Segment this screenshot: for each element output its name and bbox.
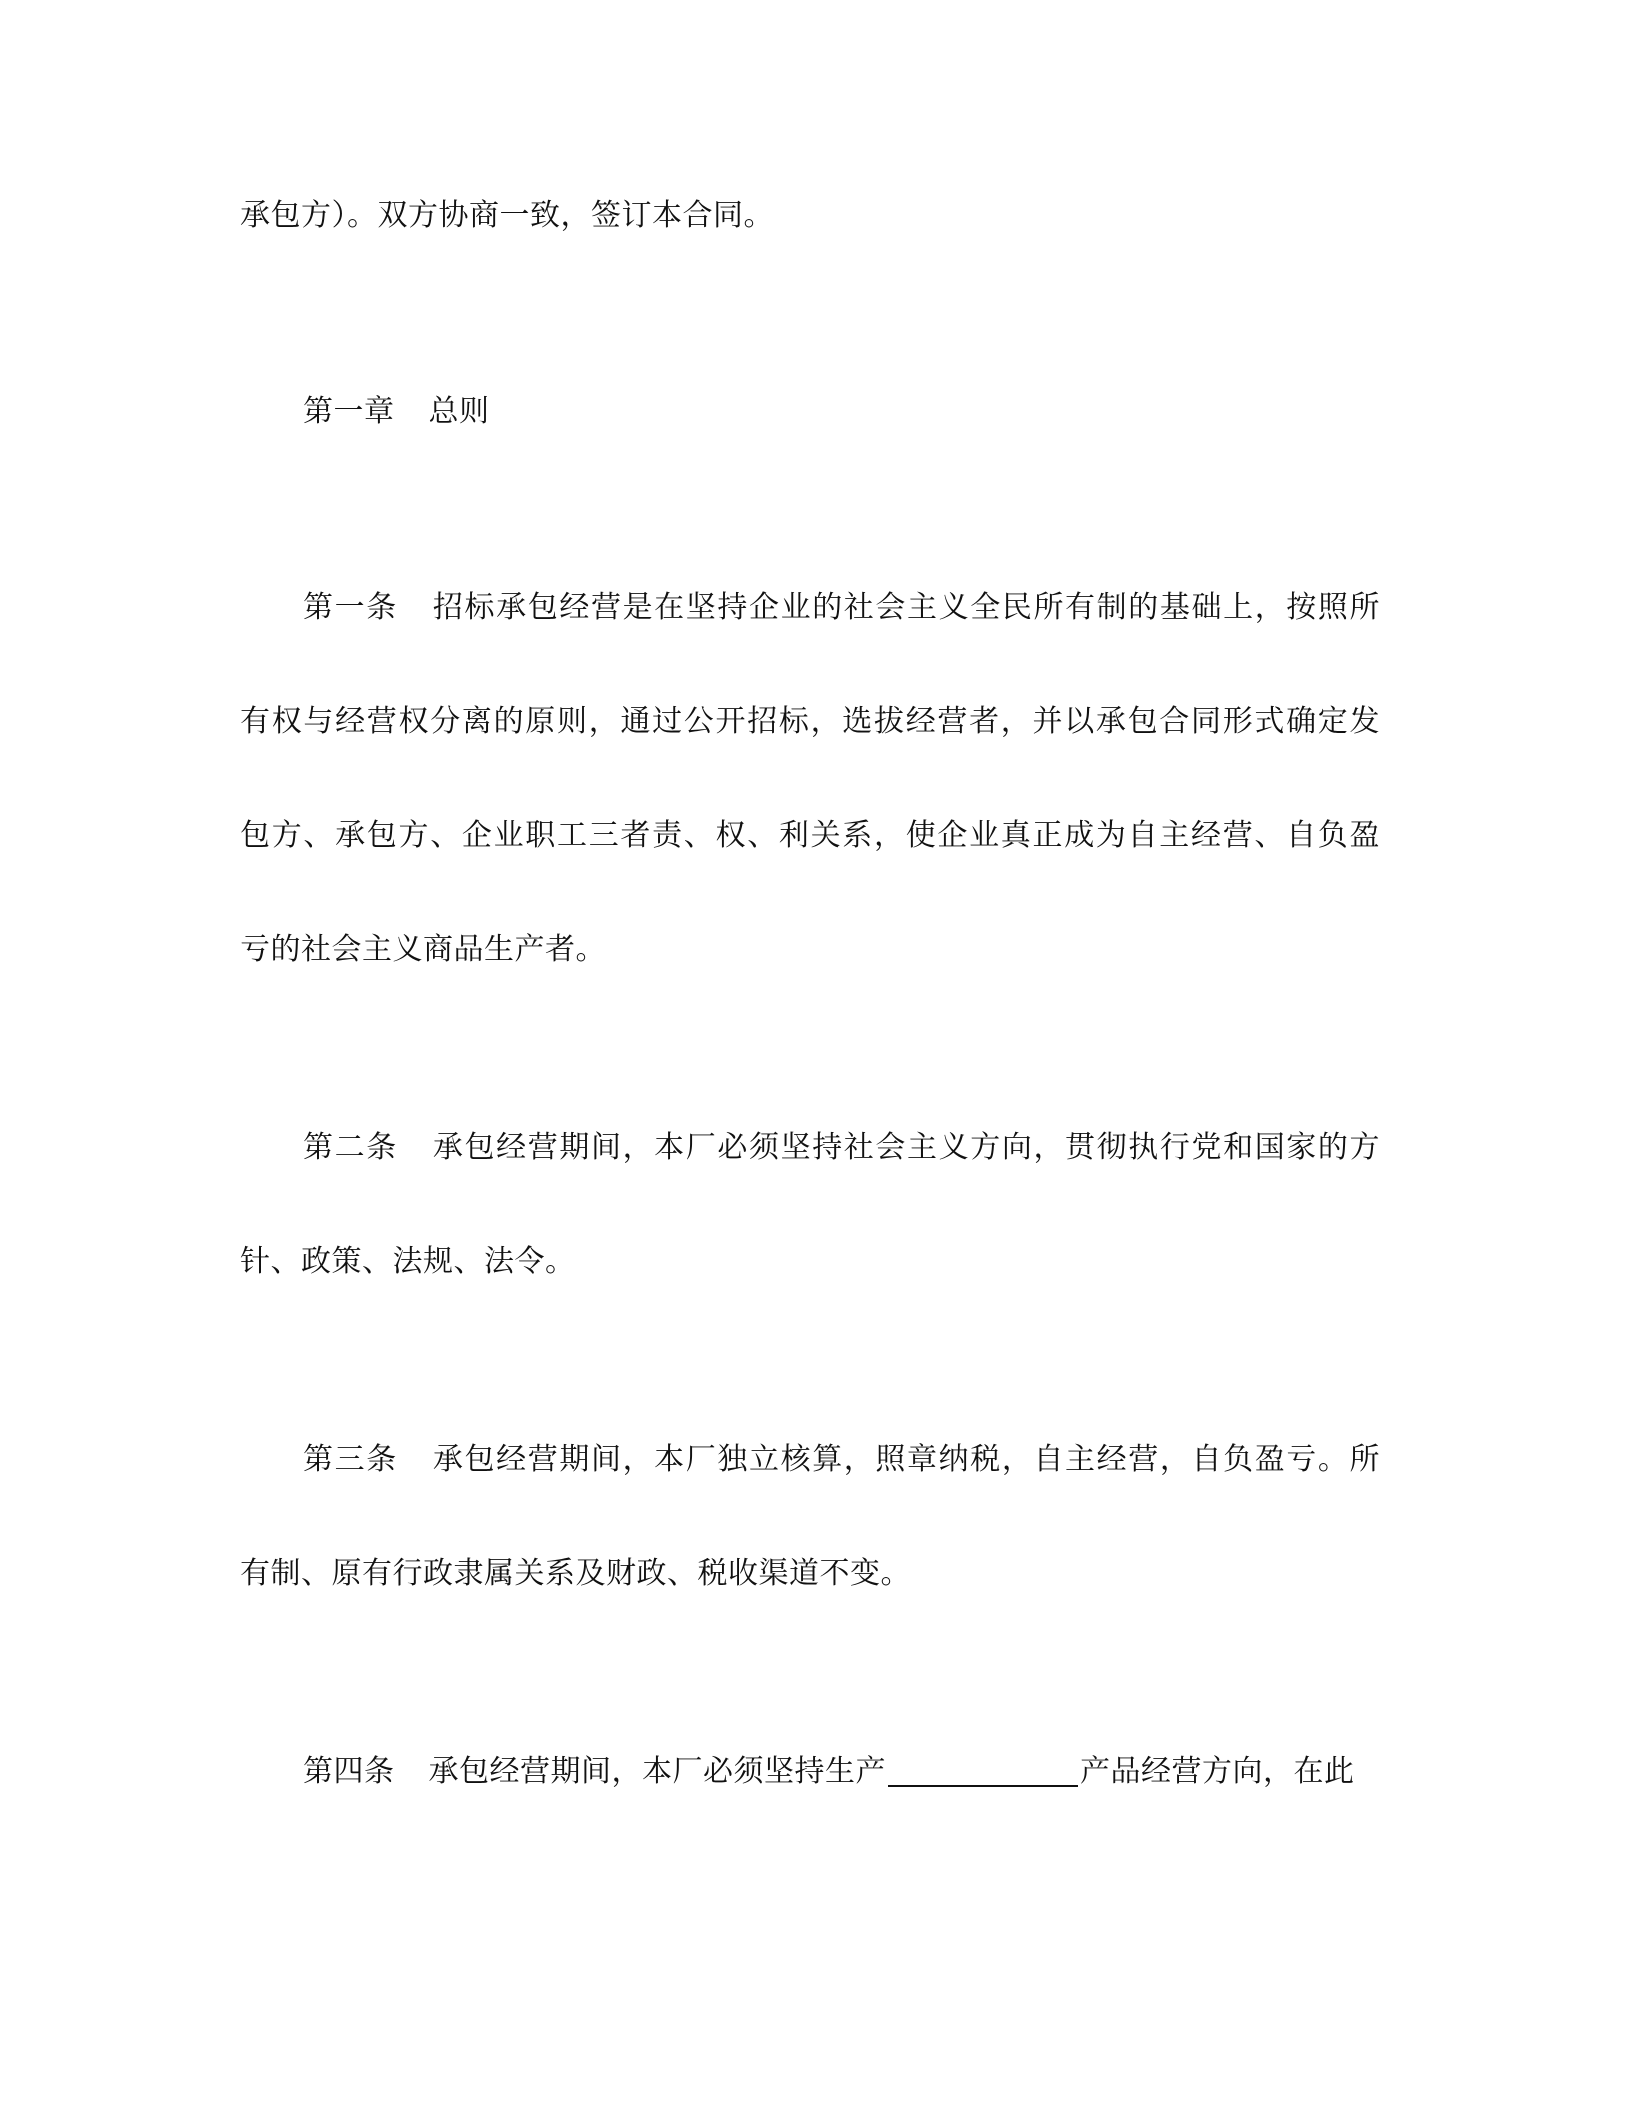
article-text: 招标承包经营是在坚持企业的社会主义全民所有制的基础上，按照所 (431, 590, 1381, 625)
chapter-heading (303, 392, 490, 432)
article-1-line-4 (240, 930, 606, 970)
opening-text: 承包方）。双方协商一致，签订本合同。 (240, 198, 774, 233)
opening-paragraph-tail (240, 196, 774, 236)
article-4-line-1 (303, 1752, 1355, 1792)
article-text: 有制、原有行政隶属关系及财政、税收渠道不变。 (240, 1556, 911, 1591)
article-number: 第二条 (303, 1130, 398, 1165)
article-text: 包方、承包方、企业职工三者责、权、利关系，使企业真正成为自主经营、自负盈 (240, 818, 1380, 853)
article-text: 有权与经营权分离的原则，通过公开招标，选拔经营者，并以承包合同形式确定发 (240, 704, 1380, 739)
fill-in-blank-product[interactable] (888, 1755, 1078, 1787)
article-text: 承包经营期间，本厂独立核算，照章纳税，自主经营，自负盈亏。所 (431, 1442, 1381, 1477)
article-1-line-1 (303, 588, 1380, 628)
article-1-line-2 (240, 702, 1380, 742)
article-2-line-2 (240, 1242, 576, 1282)
article-number: 第一条 (303, 590, 398, 625)
article-text: 承包经营期间，本厂必须坚持生产 (428, 1754, 886, 1789)
chapter-title: 总则 (428, 394, 490, 429)
article-3-line-2 (240, 1554, 911, 1594)
article-text: 亏的社会主义商品生产者。 (240, 932, 606, 967)
article-text: 承包经营期间，本厂必须坚持社会主义方向，贯彻执行党和国家的方 (431, 1130, 1381, 1165)
article-text: 针、政策、法规、法令。 (240, 1244, 576, 1279)
article-number: 第三条 (303, 1442, 398, 1477)
article-1-line-3 (240, 816, 1380, 856)
article-text: 产品经营方向，在此 (1080, 1754, 1355, 1789)
article-number: 第四条 (303, 1754, 395, 1789)
chapter-number: 第一章 (303, 394, 395, 429)
article-3-line-1 (303, 1440, 1380, 1480)
article-2-line-1 (303, 1128, 1380, 1168)
